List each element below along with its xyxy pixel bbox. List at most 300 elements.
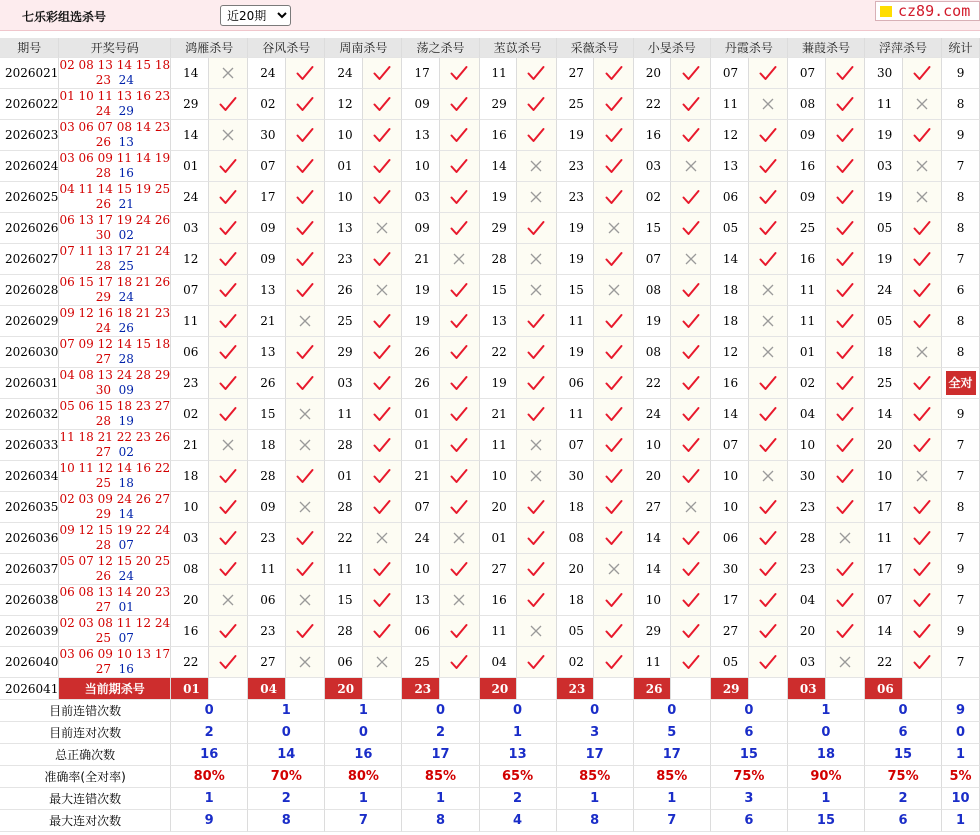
- check-icon: [913, 375, 931, 391]
- hit-mark: [903, 616, 942, 647]
- kill-number: 23: [248, 616, 286, 647]
- hit-mark: [440, 337, 479, 368]
- hit-mark: [594, 430, 633, 461]
- check-icon: [605, 654, 623, 670]
- hit-mark: [209, 244, 248, 275]
- hit-mark: [594, 616, 633, 647]
- kill-number: 19: [557, 120, 595, 151]
- kill-number: 30: [865, 58, 903, 89]
- miss-mark: [517, 275, 556, 306]
- kill-number: 10: [171, 492, 209, 523]
- kill-number: 02: [557, 647, 595, 678]
- check-icon: [296, 65, 314, 81]
- issue-cell: 2026022: [0, 89, 59, 120]
- check-icon: [759, 189, 777, 205]
- hit-mark: [209, 647, 248, 678]
- kill-number: 26: [402, 368, 440, 399]
- hit-mark: [286, 244, 325, 275]
- draw-extra-red: 30: [95, 228, 111, 242]
- kill-number: 07: [634, 244, 672, 275]
- cross-icon: [298, 438, 312, 452]
- draw-special-blue: 16: [118, 662, 134, 676]
- issue-cell: 2026023: [0, 120, 59, 151]
- expert-header: 小旻杀号: [634, 38, 711, 58]
- stat-value: 85%: [634, 766, 711, 788]
- miss-mark: [903, 182, 942, 213]
- miss-mark: [903, 337, 942, 368]
- hit-mark: [671, 430, 710, 461]
- check-icon: [605, 344, 623, 360]
- hit-mark: [517, 554, 556, 585]
- stat-label: 目前连错次数: [0, 700, 171, 722]
- table-row: [0, 120, 980, 151]
- kill-number: 29: [480, 89, 518, 120]
- stat-value: 0: [711, 700, 788, 722]
- kill-number: 05: [865, 306, 903, 337]
- row-count: 8: [942, 213, 980, 244]
- check-icon: [605, 406, 623, 422]
- kill-number: 19: [480, 368, 518, 399]
- check-icon: [836, 623, 854, 639]
- miss-mark: [749, 337, 788, 368]
- hit-mark: [594, 585, 633, 616]
- check-icon: [913, 499, 931, 515]
- check-icon: [373, 96, 391, 112]
- check-icon: [219, 313, 237, 329]
- cross-icon: [452, 252, 466, 266]
- check-icon: [373, 406, 391, 422]
- site-logo[interactable]: [875, 1, 980, 21]
- kill-number: 05: [557, 616, 595, 647]
- kill-number: 11: [171, 306, 209, 337]
- table-row: [0, 244, 980, 275]
- hit-mark: [440, 151, 479, 182]
- kill-number: 04: [788, 399, 826, 430]
- check-icon: [296, 220, 314, 236]
- check-icon: [605, 592, 623, 608]
- kill-number: 11: [634, 647, 672, 678]
- stat-value: 18: [788, 744, 865, 766]
- row-count: 8: [942, 492, 980, 523]
- stat-value: 5: [634, 722, 711, 744]
- hit-mark: [749, 182, 788, 213]
- kill-number-table: [0, 38, 980, 832]
- stat-value: 8: [402, 810, 479, 832]
- cross-icon: [375, 221, 389, 235]
- miss-mark: [826, 523, 865, 554]
- kill-number: 18: [865, 337, 903, 368]
- miss-mark: [363, 275, 402, 306]
- check-icon: [836, 313, 854, 329]
- stat-value: 8: [557, 810, 634, 832]
- stat-value: 80%: [325, 766, 402, 788]
- cross-icon: [298, 593, 312, 607]
- draw-line-2: [59, 445, 170, 460]
- draw-line-1: 04 08 13 24 28 29: [59, 368, 171, 382]
- kill-number: 16: [480, 120, 518, 151]
- check-icon: [605, 623, 623, 639]
- hit-mark: [440, 306, 479, 337]
- kill-number: 07: [557, 430, 595, 461]
- kill-number: 29: [634, 616, 672, 647]
- check-icon: [913, 251, 931, 267]
- draw-line-2: [59, 166, 170, 181]
- draw-special-blue: 14: [118, 507, 134, 521]
- kill-number: 18: [171, 461, 209, 492]
- hit-mark: [286, 182, 325, 213]
- issue-cell: 2026021: [0, 58, 59, 89]
- check-icon: [682, 96, 700, 112]
- kill-number: 23: [171, 368, 209, 399]
- stat-label: 最大连对次数: [0, 810, 171, 832]
- stat-value: 16: [325, 744, 402, 766]
- draw-numbers: [59, 585, 171, 616]
- row-count: 7: [942, 647, 980, 678]
- kill-number: 02: [788, 368, 826, 399]
- expert-header: 浮萍杀号: [865, 38, 942, 58]
- kill-number: 19: [634, 306, 672, 337]
- check-icon: [913, 282, 931, 298]
- check-icon: [605, 530, 623, 546]
- expert-header: 鸿雁杀号: [171, 38, 248, 58]
- kill-number: 06: [171, 337, 209, 368]
- check-icon: [836, 127, 854, 143]
- kill-number: 26: [248, 368, 286, 399]
- table-row: [0, 461, 980, 492]
- draw-extra-red: 28: [95, 538, 111, 552]
- expert-header: 丹霞杀号: [711, 38, 788, 58]
- cross-icon: [298, 655, 312, 669]
- hit-mark: [517, 306, 556, 337]
- hit-mark: [826, 151, 865, 182]
- draw-special-blue: 25: [118, 259, 134, 273]
- draw-special-blue: 02: [118, 445, 134, 459]
- hit-mark: [286, 554, 325, 585]
- kill-number: 16: [788, 151, 826, 182]
- miss-mark: [286, 430, 325, 461]
- stat-value: 8: [248, 810, 325, 832]
- hit-mark: [209, 151, 248, 182]
- stat-value: 1: [788, 700, 865, 722]
- count-header: 统计: [942, 38, 980, 58]
- stat-value: 0: [634, 700, 711, 722]
- draw-special-blue: 28: [118, 352, 134, 366]
- all-right-badge: 全对: [946, 371, 976, 395]
- draw-numbers: [59, 213, 171, 244]
- hit-mark: [826, 58, 865, 89]
- miss-mark: [749, 275, 788, 306]
- check-icon: [759, 65, 777, 81]
- stat-label: 准确率(全对率): [0, 766, 171, 788]
- row-count: [942, 368, 980, 399]
- hit-mark: [671, 647, 710, 678]
- page-title: 七乐彩组选杀号: [22, 10, 107, 24]
- hit-mark: [594, 244, 633, 275]
- kill-number: 25: [788, 213, 826, 244]
- miss-mark: [286, 492, 325, 523]
- check-icon: [682, 189, 700, 205]
- hit-mark: [749, 616, 788, 647]
- hit-mark: [209, 461, 248, 492]
- kill-number: 11: [325, 399, 363, 430]
- kill-number: 10: [402, 151, 440, 182]
- hit-mark: [826, 89, 865, 120]
- draw-numbers: [59, 306, 171, 337]
- draw-special-blue: 18: [118, 476, 134, 490]
- check-icon: [836, 96, 854, 112]
- kill-number: 27: [557, 58, 595, 89]
- stat-value: 14: [248, 744, 325, 766]
- kill-number: 28: [788, 523, 826, 554]
- table-row: [0, 151, 980, 182]
- hit-mark: [826, 554, 865, 585]
- stat-row: [0, 744, 980, 766]
- hit-mark: [594, 647, 633, 678]
- hit-mark: [440, 89, 479, 120]
- hit-mark: [209, 554, 248, 585]
- issue-header: 期号: [0, 38, 59, 58]
- stat-value: 2: [480, 788, 557, 810]
- check-icon: [219, 344, 237, 360]
- check-icon: [605, 375, 623, 391]
- kill-number: 25: [557, 89, 595, 120]
- check-icon: [296, 344, 314, 360]
- kill-number: 08: [557, 523, 595, 554]
- hit-mark: [440, 647, 479, 678]
- table-row: [0, 430, 980, 461]
- kill-number: 14: [865, 616, 903, 647]
- check-icon: [373, 561, 391, 577]
- stat-value: 9: [171, 810, 248, 832]
- table-row: [0, 306, 980, 337]
- check-icon: [219, 654, 237, 670]
- check-icon: [450, 375, 468, 391]
- hit-mark: [440, 58, 479, 89]
- hit-mark: [826, 399, 865, 430]
- hit-mark: [440, 399, 479, 430]
- stat-total: 0: [942, 722, 980, 744]
- expert-header: 周南杀号: [325, 38, 402, 58]
- draw-extra-red: 24: [95, 104, 111, 118]
- hit-mark: [671, 399, 710, 430]
- kill-number: 14: [634, 554, 672, 585]
- row-count: 7: [942, 151, 980, 182]
- logo-text: cz89.com: [898, 2, 971, 20]
- check-icon: [373, 65, 391, 81]
- draw-extra-red: 29: [95, 507, 111, 521]
- kill-number: 25: [402, 647, 440, 678]
- hit-mark: [749, 430, 788, 461]
- draw-line-2: [59, 228, 170, 243]
- hit-mark: [286, 120, 325, 151]
- hit-mark: [671, 306, 710, 337]
- check-icon: [450, 96, 468, 112]
- hit-mark: [671, 275, 710, 306]
- check-icon: [527, 530, 545, 546]
- hit-mark: [903, 244, 942, 275]
- hit-mark: [594, 306, 633, 337]
- issue-cell: 2026029: [0, 306, 59, 337]
- hit-mark: [209, 368, 248, 399]
- hit-mark: [286, 89, 325, 120]
- hit-mark: [671, 182, 710, 213]
- check-icon: [296, 530, 314, 546]
- kill-number: 11: [480, 616, 518, 647]
- empty-cell: [903, 678, 942, 700]
- hit-mark: [209, 275, 248, 306]
- kill-number: 20: [634, 461, 672, 492]
- kill-number: 19: [557, 337, 595, 368]
- draw-numbers: [59, 182, 171, 213]
- row-count: 6: [942, 275, 980, 306]
- stat-value: 15: [865, 744, 942, 766]
- miss-mark: [209, 585, 248, 616]
- draw-numbers: [59, 430, 171, 461]
- table-row: [0, 368, 980, 399]
- stat-label: 目前连对次数: [0, 722, 171, 744]
- kill-number: 29: [325, 337, 363, 368]
- hit-mark: [517, 337, 556, 368]
- miss-mark: [903, 461, 942, 492]
- kill-number: 10: [865, 461, 903, 492]
- check-icon: [605, 96, 623, 112]
- cross-icon: [915, 159, 929, 173]
- draw-line-1: 02 08 13 14 15 18: [59, 58, 171, 72]
- cross-icon: [915, 190, 929, 204]
- hit-mark: [903, 492, 942, 523]
- stat-value: 1: [402, 788, 479, 810]
- cross-icon: [684, 159, 698, 173]
- kill-number: 25: [865, 368, 903, 399]
- draw-line-2: [59, 538, 170, 553]
- check-icon: [605, 499, 623, 515]
- draw-line-2: [59, 135, 170, 150]
- check-icon: [296, 282, 314, 298]
- draw-line-1: 09 12 15 19 22 24: [59, 523, 171, 537]
- draw-numbers: [59, 368, 171, 399]
- kill-number: 17: [402, 58, 440, 89]
- cross-icon: [452, 531, 466, 545]
- kill-number: 26: [402, 337, 440, 368]
- kill-number: 20: [865, 430, 903, 461]
- draw-special-blue: 13: [118, 135, 134, 149]
- table-row: [0, 58, 980, 89]
- draw-numbers: [59, 523, 171, 554]
- check-icon: [450, 127, 468, 143]
- check-icon: [450, 282, 468, 298]
- kill-number: 24: [402, 523, 440, 554]
- kill-number: 24: [634, 399, 672, 430]
- hit-mark: [286, 461, 325, 492]
- row-count: 7: [942, 585, 980, 616]
- row-count: 9: [942, 399, 980, 430]
- check-icon: [605, 251, 623, 267]
- miss-mark: [209, 58, 248, 89]
- draw-special-blue: 29: [118, 104, 134, 118]
- kill-number: 19: [865, 120, 903, 151]
- hit-mark: [363, 461, 402, 492]
- check-icon: [605, 189, 623, 205]
- hit-mark: [903, 647, 942, 678]
- check-icon: [682, 561, 700, 577]
- table-row: [0, 523, 980, 554]
- table-row: [0, 554, 980, 585]
- check-icon: [682, 623, 700, 639]
- check-icon: [759, 375, 777, 391]
- cross-icon: [684, 252, 698, 266]
- hit-mark: [209, 89, 248, 120]
- kill-number: 13: [402, 585, 440, 616]
- kill-number: 21: [402, 244, 440, 275]
- current-kill-number: 01: [171, 678, 209, 700]
- kill-number: 20: [480, 492, 518, 523]
- logo-square-icon: [880, 6, 892, 17]
- table-row: [0, 275, 980, 306]
- period-select[interactable]: [220, 5, 291, 26]
- kill-number: 10: [634, 430, 672, 461]
- kill-number: 29: [480, 213, 518, 244]
- hit-mark: [903, 120, 942, 151]
- draw-special-blue: 07: [118, 631, 134, 645]
- cross-icon: [529, 283, 543, 297]
- cross-icon: [761, 97, 775, 111]
- kill-number: 17: [865, 492, 903, 523]
- hit-mark: [363, 244, 402, 275]
- check-icon: [527, 127, 545, 143]
- kill-number: 27: [480, 554, 518, 585]
- check-icon: [527, 561, 545, 577]
- stat-value: 0: [248, 722, 325, 744]
- hit-mark: [440, 461, 479, 492]
- kill-number: 01: [325, 461, 363, 492]
- stat-value: 4: [480, 810, 557, 832]
- hit-mark: [903, 306, 942, 337]
- kill-number: 09: [788, 120, 826, 151]
- cross-icon: [221, 593, 235, 607]
- kill-number: 15: [634, 213, 672, 244]
- kill-number: 16: [171, 616, 209, 647]
- hit-mark: [671, 337, 710, 368]
- kill-number: 24: [325, 58, 363, 89]
- issue-cell: 2026039: [0, 616, 59, 647]
- draw-extra-red: 24: [95, 321, 111, 335]
- check-icon: [913, 530, 931, 546]
- kill-number: 11: [557, 399, 595, 430]
- hit-mark: [440, 120, 479, 151]
- table-row: [0, 182, 980, 213]
- cross-icon: [529, 438, 543, 452]
- hit-mark: [517, 585, 556, 616]
- kill-number: 02: [171, 399, 209, 430]
- stat-value: 1: [325, 788, 402, 810]
- kill-number: 03: [865, 151, 903, 182]
- row-count: 8: [942, 337, 980, 368]
- empty-cell: [749, 678, 788, 700]
- miss-mark: [749, 461, 788, 492]
- stat-value: 0: [557, 700, 634, 722]
- miss-mark: [440, 585, 479, 616]
- check-icon: [219, 468, 237, 484]
- check-icon: [219, 530, 237, 546]
- draw-line-1: 10 11 12 14 16 22: [59, 461, 171, 475]
- check-icon: [219, 406, 237, 422]
- draw-special-blue: 24: [118, 73, 134, 87]
- cross-icon: [298, 314, 312, 328]
- miss-mark: [209, 120, 248, 151]
- hit-mark: [903, 523, 942, 554]
- miss-mark: [517, 616, 556, 647]
- history-rows: [0, 58, 980, 678]
